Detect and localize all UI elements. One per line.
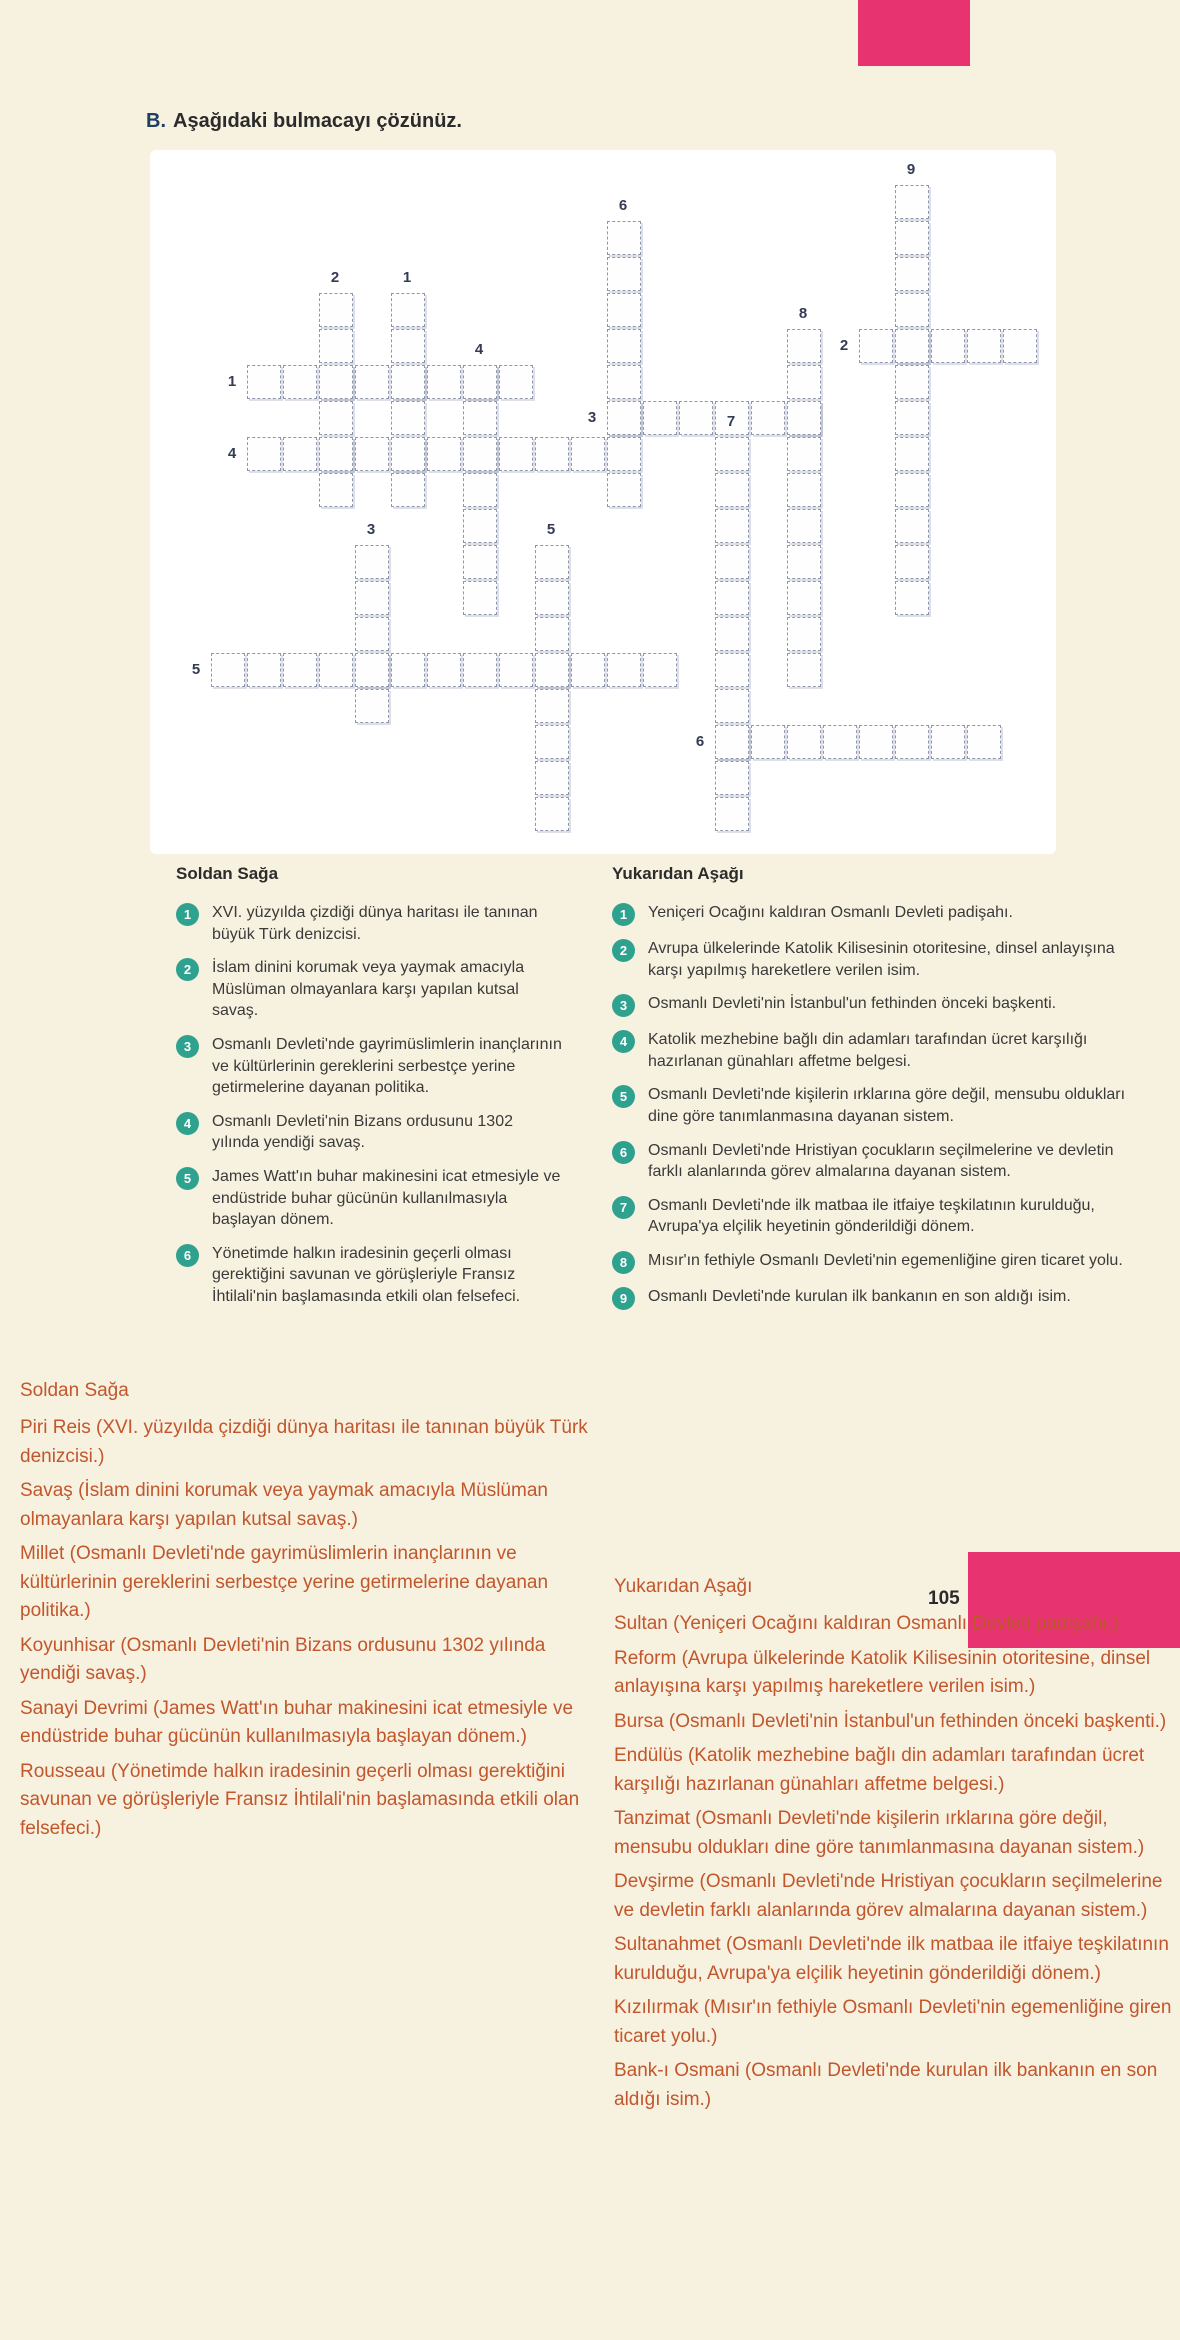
answer-line: Sanayi Devrimi (James Watt'ın buhar makinesini icat etmesiyle ve endüstride buhar gücünün kullanılmasıyla başlayan dönem.) bbox=[20, 1697, 574, 1747]
crossword-cell bbox=[679, 401, 713, 435]
clue-item bbox=[176, 902, 562, 945]
crossword-cell bbox=[355, 689, 389, 723]
crossword-clue-number-v-2: 2 bbox=[330, 269, 340, 286]
crossword-cell bbox=[895, 257, 929, 291]
crossword-cell bbox=[355, 617, 389, 651]
crossword-clue-number-v-9: 9 bbox=[906, 161, 916, 178]
crossword-cell bbox=[643, 653, 677, 687]
crossword-cell bbox=[247, 653, 281, 687]
crossword-clue-number-h-6: 6 bbox=[695, 733, 705, 750]
clue-text: Osmanlı Devleti'nde kişilerin ırklarına göre değil, mensubu oldukları dine göre tanımlanmasına dayanan sistem. bbox=[648, 1086, 1126, 1125]
crossword-cell bbox=[895, 293, 929, 327]
clue-number-badge: 6 bbox=[176, 1244, 199, 1267]
crossword-cell bbox=[463, 545, 497, 579]
clue-item bbox=[612, 1084, 1140, 1127]
crossword-cell bbox=[391, 293, 425, 327]
clue-text: Osmanlı Devleti'nin İstanbul'un fethinden önceki başkenti. bbox=[648, 995, 1057, 1013]
crossword-cell bbox=[715, 437, 749, 471]
crossword-cell bbox=[715, 545, 749, 579]
crossword-cell bbox=[895, 221, 929, 255]
crossword-panel bbox=[150, 150, 1056, 854]
crossword-cell bbox=[535, 653, 569, 687]
crossword-cell bbox=[607, 293, 641, 327]
answer-line: Millet (Osmanlı Devleti'nde gayrimüslimlerin inançlarının ve kültürlerinin gereklerini serbestçe yerine getirmelerine dayanan politika.) bbox=[20, 1543, 549, 1621]
answer-line: Savaş (İslam dinini korumak veya yaymak amacıyla Müslüman olmayanlara karşı yapılan kutsal savaş.) bbox=[20, 1480, 548, 1530]
answers-down-heading: Yukarıdan Aşağı bbox=[614, 1576, 753, 1597]
crossword-cell bbox=[355, 365, 389, 399]
crossword-cell bbox=[319, 437, 353, 471]
crossword-clue-number-h-2: 2 bbox=[839, 337, 849, 354]
crossword-cell bbox=[895, 509, 929, 543]
crossword-cell bbox=[607, 473, 641, 507]
clue-text: İslam dinini korumak veya yaymak amacıyla Müslüman olmayanlara karşı yapılan kutsal savaş. bbox=[212, 959, 525, 1020]
crossword-cell bbox=[823, 725, 857, 759]
crossword-cell bbox=[247, 437, 281, 471]
crossword-cell bbox=[391, 329, 425, 363]
crossword-cell bbox=[499, 437, 533, 471]
exercise-title bbox=[146, 110, 462, 133]
crossword-cell bbox=[535, 797, 569, 831]
clue-item bbox=[176, 1166, 562, 1231]
clue-number-badge: 6 bbox=[612, 1141, 635, 1164]
crossword-cell bbox=[319, 473, 353, 507]
crossword-cell bbox=[607, 221, 641, 255]
crossword-cell bbox=[319, 293, 353, 327]
crossword-cell bbox=[535, 617, 569, 651]
clue-text: Yeniçeri Ocağını kaldıran Osmanlı Devleti padişahı. bbox=[648, 904, 1013, 921]
clue-text: Avrupa ülkelerinde Katolik Kilisesinin otoritesine, dinsel anlayışına karşı yapılmış hareketlere verilen isim. bbox=[648, 940, 1115, 979]
crossword-cell bbox=[643, 401, 677, 435]
crossword-cell bbox=[895, 473, 929, 507]
crossword-cell bbox=[535, 437, 569, 471]
crossword-cell bbox=[715, 689, 749, 723]
clues-across-column bbox=[176, 864, 562, 1320]
crossword-cell bbox=[247, 365, 281, 399]
crossword-cell bbox=[715, 581, 749, 615]
crossword-cell bbox=[535, 761, 569, 795]
crossword-cell bbox=[571, 437, 605, 471]
crossword-cell bbox=[463, 509, 497, 543]
crossword-cell bbox=[319, 401, 353, 435]
crossword-clue-number-v-1: 1 bbox=[402, 269, 412, 286]
clue-item bbox=[176, 957, 562, 1022]
crossword-cell bbox=[391, 653, 425, 687]
crossword-cell bbox=[751, 401, 785, 435]
clue-text: Osmanlı Devleti'nin Bizans ordusunu 1302 yılında yendiği savaş. bbox=[212, 1112, 513, 1152]
clue-item bbox=[612, 1029, 1140, 1072]
crossword-cell bbox=[283, 365, 317, 399]
crossword-clue-number-h-3: 3 bbox=[587, 409, 597, 426]
answer-line: Reform (Avrupa ülkelerinde Katolik Kilisesinin otoritesine, dinsel anlayışına karşı yapılmış hareketlere verilen isim.) bbox=[614, 1647, 1151, 1697]
clue-text: XVI. yüzyılda çizdiği dünya haritası ile tanınan büyük Türk denizcisi. bbox=[212, 904, 538, 943]
answer-line: Sultan (Yeniçeri Ocağını kaldıran Osmanlı Devleti padişahı.) bbox=[614, 1613, 1120, 1634]
crossword-cell bbox=[715, 473, 749, 507]
crossword-cell bbox=[607, 329, 641, 363]
crossword-cell bbox=[787, 401, 821, 435]
crossword-cell bbox=[607, 257, 641, 291]
crossword-cell bbox=[787, 437, 821, 471]
clue-number-badge: 9 bbox=[612, 1287, 635, 1310]
crossword-cell bbox=[895, 401, 929, 435]
crossword-clue-number-v-5: 5 bbox=[546, 521, 556, 538]
crossword-cell bbox=[859, 725, 893, 759]
crossword-clue-number-v-4: 4 bbox=[474, 341, 484, 358]
answers-across-block bbox=[20, 1380, 598, 1849]
crossword-cell bbox=[787, 365, 821, 399]
crossword-cell bbox=[391, 473, 425, 507]
crossword-cell bbox=[787, 653, 821, 687]
clue-text: Yönetimde halkın iradesinin geçerli olması gerektiğini savunan ve görüşleriyle Fransız İhtilali'nin başlamasında etkili olan felsefeci. bbox=[212, 1244, 521, 1305]
answer-line: Bank-ı Osmani (Osmanlı Devleti'nde kurulan ilk bankanın en son aldığı isim.) bbox=[614, 2060, 1158, 2110]
clue-item bbox=[176, 1034, 562, 1099]
answer-line: Devşirme (Osmanlı Devleti'nde Hristiyan çocukların seçilmelerine ve devletin farklı alanlarında görev almalarına dayanan sistem.) bbox=[614, 1871, 1163, 1921]
clue-number-badge: 5 bbox=[176, 1167, 199, 1190]
crossword-cell bbox=[895, 545, 929, 579]
crossword-cell bbox=[535, 545, 569, 579]
answer-line: Piri Reis (XVI. yüzyılda çizdiği dünya haritası ile tanınan büyük Türk denizcisi.) bbox=[20, 1417, 588, 1467]
crossword-cell bbox=[931, 725, 965, 759]
crossword-clue-number-h-4: 4 bbox=[227, 445, 237, 462]
answer-line: Bursa (Osmanlı Devleti'nin İstanbul'un fethinden önceki başkenti.) bbox=[614, 1710, 1167, 1732]
crossword-cell bbox=[355, 545, 389, 579]
crossword-cell bbox=[463, 401, 497, 435]
clue-item bbox=[612, 938, 1140, 981]
crossword-cell bbox=[283, 437, 317, 471]
crossword-cell bbox=[427, 365, 461, 399]
crossword-cell bbox=[859, 329, 893, 363]
clue-item bbox=[612, 993, 1140, 1017]
crossword-cell bbox=[463, 473, 497, 507]
crossword-cell bbox=[355, 581, 389, 615]
crossword-clue-number-h-5: 5 bbox=[191, 661, 201, 678]
clue-number-badge: 1 bbox=[176, 903, 199, 926]
crossword-cell bbox=[355, 437, 389, 471]
answer-line: Rousseau (Yönetimde halkın iradesinin geçerli olması gerektiğini savunan ve görüşleriyle Fransız İhtilali'nin başlamasında etkili olan felsefeci.) bbox=[20, 1760, 580, 1839]
clues-across-heading: Soldan Sağa bbox=[176, 864, 279, 883]
clue-number-badge: 7 bbox=[612, 1196, 635, 1219]
crossword-cell bbox=[895, 365, 929, 399]
clue-text: Osmanlı Devleti'nde Hristiyan çocukların seçilmelerine ve devletin farklı alanlarında görev almalarına dayanan sistem. bbox=[648, 1141, 1114, 1181]
answers-down-block bbox=[614, 1576, 1180, 2120]
clues-down-column bbox=[612, 864, 1140, 1322]
clue-item bbox=[612, 1195, 1140, 1238]
crossword-cell bbox=[787, 473, 821, 507]
answers-across-heading: Soldan Sağa bbox=[20, 1380, 129, 1401]
crossword-cell bbox=[715, 617, 749, 651]
answer-line: Tanzimat (Osmanlı Devleti'nde kişilerin ırklarına göre değil, mensubu oldukları dine göre tanımlanmasına dayanan sistem.) bbox=[614, 1808, 1145, 1858]
crossword-clue-number-v-6: 6 bbox=[618, 197, 628, 214]
clue-text: Mısır'ın fethiyle Osmanlı Devleti'nin egemenliğine giren ticaret yolu. bbox=[648, 1251, 1123, 1269]
crossword-cell bbox=[535, 725, 569, 759]
answer-line: Sultanahmet (Osmanlı Devleti'nde ilk matbaa ile itfaiye teşkilatının kurulduğu, Avrupa'ya elçilik heyetinin gönderildiği dönem.) bbox=[614, 1934, 1169, 1984]
crossword-cell bbox=[895, 185, 929, 219]
crossword-cell bbox=[427, 437, 461, 471]
crossword-cell bbox=[895, 437, 929, 471]
crossword-cell bbox=[895, 725, 929, 759]
crossword-cell bbox=[715, 653, 749, 687]
crossword-cell bbox=[895, 329, 929, 363]
clue-number-badge: 8 bbox=[612, 1251, 635, 1274]
clue-number-badge: 5 bbox=[612, 1085, 635, 1108]
exercise-letter: B. bbox=[146, 110, 166, 132]
crossword-cell bbox=[787, 509, 821, 543]
crossword-cell bbox=[355, 653, 389, 687]
crossword-cell bbox=[319, 365, 353, 399]
crossword-cell bbox=[715, 761, 749, 795]
crossword-cell bbox=[571, 653, 605, 687]
clue-number-badge: 2 bbox=[612, 939, 635, 962]
clue-item bbox=[176, 1111, 562, 1154]
crossword-cell bbox=[787, 329, 821, 363]
crossword-cell bbox=[787, 725, 821, 759]
crossword-cell bbox=[607, 437, 641, 471]
crossword-cell bbox=[607, 365, 641, 399]
clue-number-badge: 4 bbox=[176, 1112, 199, 1135]
clue-text: Osmanlı Devleti'nde kurulan ilk bankanın en son aldığı isim. bbox=[648, 1287, 1071, 1305]
crossword-cell bbox=[1003, 329, 1037, 363]
clues-down-heading: Yukarıdan Aşağı bbox=[612, 864, 744, 883]
clue-item bbox=[612, 902, 1140, 926]
crossword-cell bbox=[535, 581, 569, 615]
crossword-cell bbox=[463, 581, 497, 615]
crossword-cell bbox=[715, 797, 749, 831]
crossword-cell bbox=[463, 365, 497, 399]
answer-line: Kızılırmak (Mısır'ın fethiyle Osmanlı Devleti'nin egemenliğine giren ticaret yolu.) bbox=[614, 1997, 1172, 2047]
crossword-cell bbox=[427, 653, 461, 687]
crossword-cell bbox=[499, 653, 533, 687]
crossword-grid bbox=[150, 150, 1056, 854]
clue-number-badge: 1 bbox=[612, 903, 635, 926]
crossword-cell bbox=[715, 509, 749, 543]
crossword-cell bbox=[895, 581, 929, 615]
crossword-cell bbox=[391, 437, 425, 471]
clue-item bbox=[612, 1286, 1140, 1310]
crossword-clue-number-v-3: 3 bbox=[366, 521, 376, 538]
crossword-cell bbox=[787, 545, 821, 579]
clue-number-badge: 2 bbox=[176, 958, 199, 981]
crossword-cell bbox=[607, 401, 641, 435]
crossword-clue-number-h-1: 1 bbox=[227, 373, 237, 390]
crossword-cell bbox=[391, 365, 425, 399]
crossword-clue-number-v-8: 8 bbox=[798, 305, 808, 322]
clue-number-badge: 3 bbox=[612, 994, 635, 1017]
crossword-cell bbox=[787, 581, 821, 615]
clue-item bbox=[612, 1140, 1140, 1183]
crossword-cell bbox=[463, 437, 497, 471]
clue-number-badge: 3 bbox=[176, 1035, 199, 1058]
page-number: 105 bbox=[928, 1588, 960, 1609]
answer-line: Endülüs (Katolik mezhebine bağlı din adamları tarafından ücret karşılığı hazırlanan günahları affetme belgesi.) bbox=[614, 1745, 1145, 1795]
crossword-cell bbox=[715, 725, 749, 759]
crossword-cell bbox=[751, 725, 785, 759]
clue-text: Osmanlı Devleti'nde ilk matbaa ile itfaiye teşkilatının kurulduğu, Avrupa'ya elçilik heyetinin gönderildiği dönem. bbox=[648, 1196, 1095, 1236]
crossword-cell bbox=[967, 329, 1001, 363]
exercise-title-text: Aşağıdaki bulmacayı çözünüz. bbox=[173, 110, 462, 132]
pink-tab-top bbox=[858, 0, 970, 66]
crossword-clue-number-v-7: 7 bbox=[726, 413, 736, 430]
clue-item bbox=[612, 1250, 1140, 1274]
crossword-cell bbox=[607, 653, 641, 687]
crossword-cell bbox=[319, 653, 353, 687]
crossword-cell bbox=[463, 653, 497, 687]
crossword-cell bbox=[283, 653, 317, 687]
crossword-cell bbox=[211, 653, 245, 687]
crossword-cell bbox=[499, 365, 533, 399]
clue-text: Osmanlı Devleti'nde gayrimüslimlerin inançlarının ve kültürlerinin gereklerini serbestçe yerine getirmelerine dayanan politika. bbox=[212, 1035, 562, 1097]
crossword-cell bbox=[931, 329, 965, 363]
crossword-cell bbox=[967, 725, 1001, 759]
answer-line: Koyunhisar (Osmanlı Devleti'nin Bizans ordusunu 1302 yılında yendiği savaş.) bbox=[20, 1634, 546, 1684]
clue-text: James Watt'ın buhar makinesini icat etmesiyle ve endüstride buhar gücünün kullanılmasıyla başlayan dönem. bbox=[212, 1167, 561, 1229]
crossword-cell bbox=[391, 401, 425, 435]
crossword-cell bbox=[535, 689, 569, 723]
clue-item bbox=[176, 1243, 562, 1308]
clue-text: Katolik mezhebine bağlı din adamları tarafından ücret karşılığı hazırlanan günahları affetme belgesi. bbox=[648, 1031, 1088, 1070]
crossword-cell bbox=[787, 617, 821, 651]
crossword-cell bbox=[319, 329, 353, 363]
clue-number-badge: 4 bbox=[612, 1030, 635, 1053]
